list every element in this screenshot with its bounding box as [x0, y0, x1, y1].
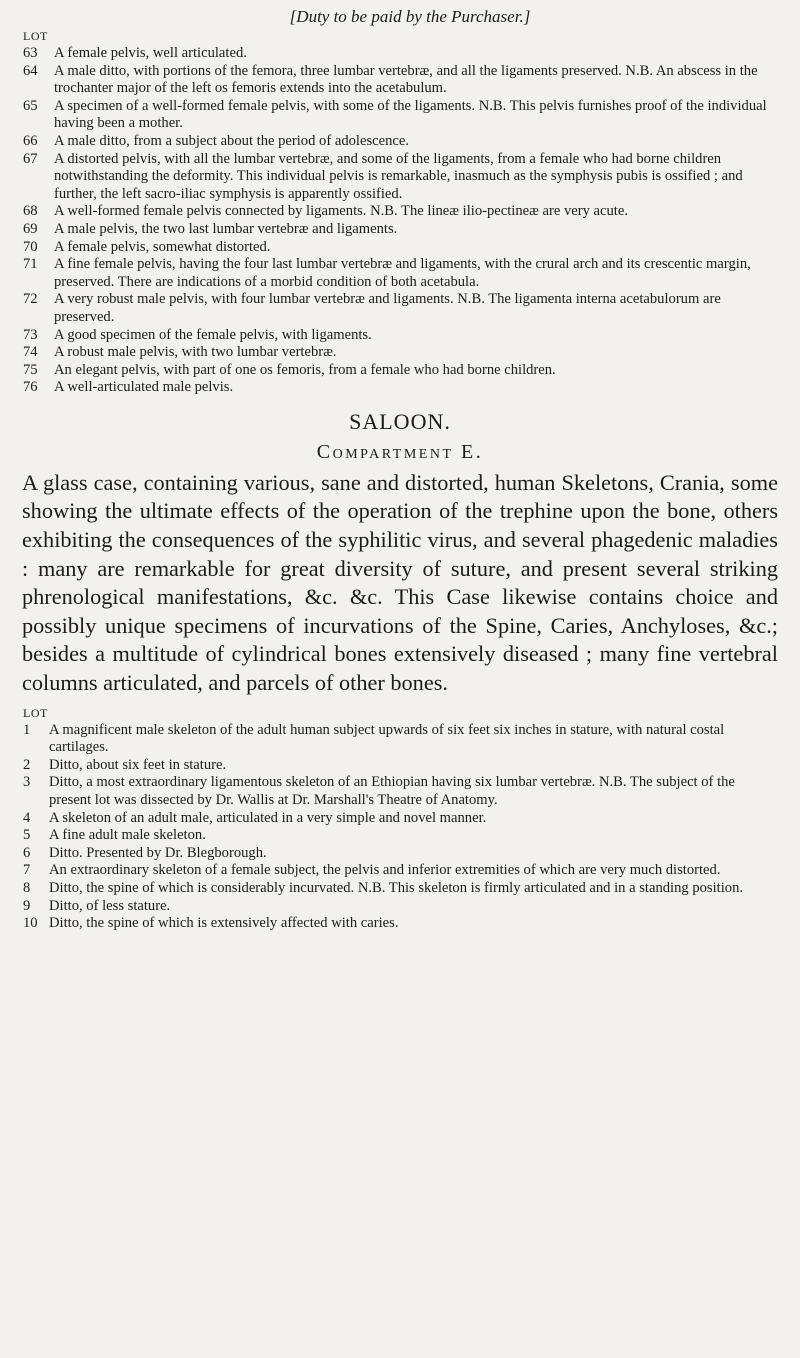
lot-number: 64 — [23, 62, 38, 79]
lot-description: A well-articulated male pelvis. — [54, 379, 234, 396]
lot-number: 6 — [23, 844, 31, 861]
lot-description: A female pelvis, well articulated. — [54, 45, 247, 61]
lot-item — [22, 810, 778, 828]
lot-number: 68 — [23, 203, 38, 220]
lot-item — [22, 203, 778, 221]
lot-number: 67 — [23, 150, 38, 167]
lot-description: A distorted pelvis, with all the lumbar vertebræ, and some of the ligaments, from a female who had borne children notwithstanding the deformity. This individual pelvis is remarkable, inasmuch as the symphysis pubis is ossified ; and further, the left sacro-iliac symphysis is apparently ossified. — [54, 150, 743, 202]
lot-number: 5 — [23, 827, 31, 844]
lot-number: 73 — [23, 326, 38, 343]
lot-description: A male ditto, with portions of the femora, three lumbar vertebræ, and all the ligaments preserved. N.B. An abscess in the trochanter major of the left os femoris extends into the acetabulum. — [54, 62, 758, 97]
lot-description: A robust male pelvis, with two lumbar vertebræ. — [54, 344, 337, 361]
lot-item — [22, 379, 778, 397]
lot-item — [22, 327, 778, 345]
lot-number: 76 — [23, 379, 38, 396]
lot-number: 2 — [23, 756, 31, 773]
lot-number: 66 — [23, 132, 38, 149]
lot-column-label: LOT — [23, 705, 48, 720]
lot-column-label: LOT — [23, 29, 48, 43]
lot-number: 69 — [23, 220, 38, 237]
lot-list-pelves — [22, 45, 778, 397]
lot-description: A male ditto, from a subject about the period of adolescence. — [54, 132, 409, 149]
section-title: SALOON. — [349, 408, 451, 434]
lot-number: 1 — [23, 721, 31, 738]
lot-description: A fine adult male skeleton. — [49, 827, 206, 844]
compartment-title: Compartment E. — [316, 440, 484, 463]
lot-item — [22, 827, 778, 845]
lot-item — [22, 880, 778, 898]
lot-number: 3 — [23, 774, 31, 791]
lot-item — [22, 722, 778, 757]
lot-description: Ditto, about six feet in stature. — [49, 756, 227, 773]
lot-number: 70 — [23, 238, 38, 255]
lot-description: Ditto, a most extraordinary ligamentous skeleton of an Ethiopian having six lumbar vertebræ. N.B. The subject of the present lot was dissected by Dr. Wallis at Dr. Marshall's Theatre of Anatomy. — [49, 774, 735, 808]
lot-item — [22, 45, 778, 63]
lot-item — [22, 98, 778, 133]
lot-item — [22, 239, 778, 257]
lot-item — [22, 291, 778, 326]
lot-description: A well-formed female pelvis connected by ligaments. N.B. The lineæ ilio-pectineæ are very acute. — [54, 203, 628, 220]
lot-item — [22, 256, 778, 291]
lot-description: A very robust male pelvis, with four lumbar vertebræ and ligaments. N.B. The ligamenta interna acetabulorum are preserved. — [54, 291, 721, 325]
lot-item — [22, 63, 778, 98]
lot-description: A male pelvis, the two last lumbar vertebræ and ligaments. — [54, 220, 398, 237]
lot-item — [22, 133, 778, 151]
lot-description: A specimen of a well-formed female pelvis, with some of the ligaments. N.B. This pelvis furnishes proof of the individual having been a mother. — [54, 97, 767, 132]
lot-description: A female pelvis, somewhat distorted. — [54, 238, 271, 255]
lot-number: 71 — [23, 256, 38, 273]
lot-item — [22, 151, 778, 204]
lot-item — [22, 845, 778, 863]
lot-description: An elegant pelvis, with part of one os femoris, from a female who had borne children. — [54, 361, 556, 378]
lot-item — [22, 774, 778, 809]
lot-item — [22, 915, 778, 933]
lot-number: 10 — [23, 915, 38, 932]
lot-number: 8 — [23, 879, 31, 896]
lot-description: An extraordinary skeleton of a female subject, the pelvis and inferior extremities of which are very much distorted. — [49, 862, 721, 879]
lot-item — [22, 362, 778, 380]
lot-item — [22, 221, 778, 239]
lot-number: 7 — [23, 862, 31, 879]
lot-number: 75 — [23, 361, 38, 378]
lot-description: Ditto, the spine of which is considerably incurvated. N.B. This skeleton is firmly articulated and in a standing position. — [49, 879, 744, 896]
lot-item — [22, 898, 778, 916]
lot-number: 65 — [23, 97, 38, 114]
lot-description: A skeleton of an adult male, articulated in a very simple and novel manner. — [49, 809, 487, 826]
lot-number: 74 — [23, 344, 38, 361]
compartment-description: A glass case, containing various, sane and distorted, human Skeletons, Crania, some showing the ultimate effects of the operation of the trephine upon the bone, others exhibiting the consequences of the syphilitic virus, and several phagedenic maladies : many are remarkable for great diversity of suture, and present several striking phrenological manifestations, &c. &c. This Case likewise contains choice and possibly unique specimens of incurvations of the Spine, Caries, Anchyloses, &c.; besides a multitude of cylindrical bones extensively diseased ; many fine vertebral columns articulated, and parcels of other bones. — [22, 469, 778, 696]
lot-item — [22, 757, 778, 775]
lot-description: Ditto, of less stature. — [49, 897, 171, 914]
lot-description: A magnificent male skeleton of the adult human subject upwards of six feet six inches in stature, with natural costal cartilages. — [49, 721, 725, 756]
lot-description: Ditto, the spine of which is extensively affected with caries. — [49, 915, 399, 932]
lot-number: 72 — [23, 291, 38, 308]
lot-number: 9 — [23, 897, 31, 914]
lot-description: A fine female pelvis, having the four last lumbar vertebræ and ligaments, with the crural arch and its crescentic margin, preserved. There are indications of a morbid condition of both acetabula. — [54, 256, 751, 290]
lot-description: Ditto. Presented by Dr. Blegborough. — [49, 844, 267, 861]
lot-number: 63 — [23, 45, 38, 61]
lot-number: 4 — [23, 809, 31, 826]
lot-list-skeletons — [22, 722, 778, 933]
lot-item — [22, 344, 778, 362]
lot-item — [22, 862, 778, 880]
lot-description: A good specimen of the female pelvis, with ligaments. — [54, 326, 372, 343]
page-header: [Duty to be paid by the Purchaser.] — [289, 7, 531, 26]
